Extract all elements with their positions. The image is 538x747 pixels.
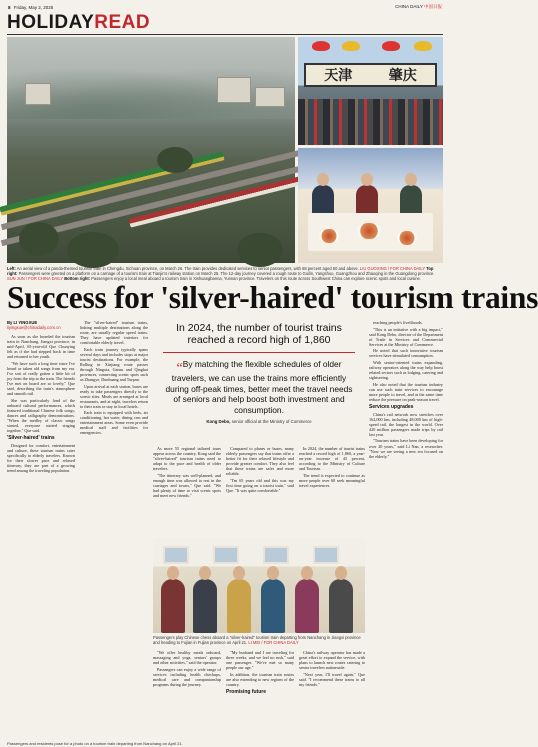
sign-left-text: 天津 (324, 68, 353, 84)
aerial-train-photo (7, 37, 295, 263)
paragraph: Passengers can enjoy a wide range of services including health checkups, medical care and companionship programs during the journey. (153, 666, 221, 687)
masthead-right (225, 4, 442, 10)
paragraph: Each train is equipped with beds, air conditioning, hot water, dining cars and entertainment areas. Some even provide medical staff and facilities for emergencies. (80, 410, 148, 436)
paragraph: Designed for comfort, entertainment and culture, these tourism trains cater specifically to elderly travelers. Known for their slower pace and relaxed itinerary, they are part of a growing trend among the traveling population. (7, 443, 75, 474)
paragraph: China's railway operator has made a great effort to expand the service, with plans to launch new routes catering to senior travelers nationwide. (299, 650, 365, 671)
byline (7, 320, 75, 330)
masthead-bar (8, 3, 442, 11)
caption-left-text: An aerial view of a panda-themed tourism train in Chengdu, Sichuan province, on March 26. The train provides dedicated services to senior passengers, with 68 percent aged 60 and above. (16, 266, 359, 271)
article-column (226, 650, 294, 697)
platform-photo (298, 37, 443, 145)
person-shape (193, 579, 217, 633)
paragraph: He also noted that the tourism industry can use such train services to encourage more people to travel, and at the same time reduce the pressure on peak-season travel. (369, 381, 443, 402)
subheading: Services upgrades (369, 403, 414, 410)
article-column (153, 446, 221, 499)
section-rule (7, 34, 443, 35)
sign-right-text: 肇庆 (388, 68, 417, 84)
pull-stat: In 2024, the number of tourist trains reached a record high of 1,860 (176, 322, 342, 346)
paragraph: The "silver-haired" tourism trains, linking multiple destinations along the route, are usually regular speed trains. They have updated interiors for comfortable elderly travel. (80, 320, 148, 346)
tree-shape (157, 147, 193, 173)
crowd-shape (298, 99, 443, 145)
tree-shape (19, 222, 59, 256)
caption-bottom-label: Bottom right: (64, 276, 91, 281)
building-shape (255, 87, 285, 107)
inset-caption-credit: LI MEI / FOR CHINA DAILY (248, 640, 299, 645)
person-shape (227, 579, 251, 633)
tree-shape (237, 233, 283, 267)
pull-attribution-role: senior official at the Ministry of Commerce (231, 419, 312, 424)
section-title-accent: READ (94, 12, 151, 33)
pull-rule (163, 352, 355, 353)
article-body (7, 320, 443, 740)
subheading: 'Silver-haired' trains (7, 434, 55, 441)
pull-attribution (153, 417, 365, 424)
dish-shape (318, 229, 340, 243)
photo-spread (7, 37, 443, 263)
tree-shape (67, 232, 119, 268)
paragraph: In addition, the tourism train routes are also extending to new regions of the country. (226, 671, 294, 687)
pull-quote-box (153, 320, 365, 424)
bottom-caption: Passengers and residents pose for a photo on a tourism train departing from Nanchang on April 21. (7, 741, 183, 746)
inset-caption (153, 635, 365, 645)
meal-photo (298, 148, 443, 263)
article-column (369, 320, 443, 460)
section-title-main: HOLIDAY (7, 12, 95, 33)
issue-date: Friday, May 2, 2025 (13, 4, 54, 10)
byline-email: liyingxue@chinadaily.com.cn (7, 325, 61, 331)
paragraph: "Next year, I'll travel again," Que said. "I recommend these trains to all my friends." (299, 671, 365, 687)
byline-author: By LI YINGXUE (7, 320, 38, 325)
lantern-shape (312, 41, 330, 51)
train-window-shape (263, 546, 289, 564)
paragraph: China's rail network now stretches over 162,000 km, including 48,000 km of high-speed rail, the longest in the world. Over 420 million passengers made trips by rail last year. (369, 411, 443, 437)
train-window-shape (163, 546, 189, 564)
caption-top-text: Passengers were greeted on a platform on a carriage of a tourism train at Tianjin's railway station on March 25. The 12-day journey covered a rough route to Guilin, Yangshuo, Guangzhou and Zhaoqing in the Guangdong province. (18, 271, 435, 276)
article-column (80, 320, 148, 437)
inset-caption-text: Passengers play Chinese chess aboard a "silver-haired" tourism train departing from Nanchang in Jiangxi province and heading to Fujian in Fujian province on April 21. (153, 635, 361, 645)
paragraph: The trend is expected to continue as more people over 60 seek meaningful travel experiences. (299, 472, 365, 488)
person-shape (295, 579, 319, 633)
inset-photo (153, 538, 365, 633)
article-column (299, 650, 365, 688)
pull-attribution-name: Kong Debo, (206, 419, 231, 424)
dish-shape (356, 223, 382, 239)
pull-quote (153, 355, 365, 417)
train-window-shape (313, 546, 339, 564)
paragraph: "My husband and I are traveling for three weeks, and we feel no rush," said one passenger. "We've met so many people our age." (226, 650, 294, 671)
person-shape (329, 579, 353, 633)
paragraph: "We offer healthy meals onboard, massaging and yoga, seniors' groups and other activities," said the operator. (153, 650, 221, 666)
paragraph: She was particularly fond of the onboard cultural performances, which featured traditional Chinese folk songs, dances and calligraphy demonstrations. "When the medley of classic songs started, everyone started singing together," Que said. (7, 397, 75, 433)
caption-bottom-text: Passengers enjoy a local meal aboard a tourism train in Xishuangbanna, Yunnan province. Travelers on this route across Southwest China can explore scenic spots and local cuisine. (91, 276, 421, 281)
person-shape (261, 579, 285, 633)
paper-name-cn: 中国日报 (424, 4, 442, 9)
article-column (7, 320, 75, 475)
paragraph: "This is an initiative with a big impact," said Kong Debo, director of the Department of Trade in Services and Commercial Services at the Ministry of Commerce. (369, 326, 443, 347)
person-shape (161, 579, 185, 633)
caption-left-label: Left: (7, 266, 16, 271)
paragraph: Each train journey typically spans several days and includes stops at major tourist destinations. For example, the Rolling in Xinjiang route passes through Ningxia, Gansu and Qinghai provinces, connecting scenic spots such as Zhangye, Dunhuang and Turpan. (80, 346, 148, 383)
paragraph: With senior-oriented trains expanding, railway operators along the way help boost related sectors such as lodging, catering and sightseeing. (369, 359, 443, 380)
article-column (153, 650, 221, 688)
paragraph: Upon arrival at each station, buses are ready to take passengers directly to the scenic sites. Meals are arranged at local restaurants, and at night, travelers return to their train or stay in local hotels. (80, 383, 148, 409)
article-column (299, 446, 365, 489)
paragraph: "The itinerary was well-planned, and enough time was allowed to rest in the carriages and towns," Que said. "We had plenty of time to visit scenic spots and meet new friends." (153, 472, 221, 498)
photo-caption (7, 266, 443, 281)
lantern-shape (414, 41, 432, 51)
paragraph: As soon as she boarded the tourism train in Nanchang, Jiangxi province, in mid-April, 65-year-old Que Chunying felt as if she had stepped back in time and returned to her youth. (7, 334, 75, 360)
paragraph: Compared to planes or buses, many elderly passengers say that trains offer a better fit for their relaxed lifestyle and provide greater comfort. They also feel that these trains are safer and more reliable. (226, 446, 294, 477)
dish-shape (396, 231, 418, 245)
caption-left-credit: LIU GUOXING / FOR CHINA DAILY (359, 266, 426, 271)
building-shape (217, 77, 251, 103)
article-headline: Success for 'silver-haired' tourism trains (7, 280, 538, 315)
section-title (7, 12, 150, 34)
train-window-shape (213, 546, 239, 564)
article-column (226, 446, 294, 494)
caption-top-label: Top right: (7, 266, 434, 276)
page-number: 8 (8, 4, 11, 10)
caption-top-credit: SUN JUN / FOR CHINA DAILY (7, 276, 64, 281)
paragraph: In 2024, the number of tourist trains reached a record high of 1,860, a year-on-year increase of 43 percent, according to the Ministry of Culture and Tourism. (299, 446, 365, 472)
masthead-left (8, 5, 225, 10)
paragraph: As more 55 regional tailored tours appear across the country, Kong said the "silver-haired" tourism trains need to adapt to the pace and health of older travelers. (153, 446, 221, 472)
paragraph: He noted that such innovative tourism services have stimulated consumption. (369, 348, 443, 359)
building-shape (25, 83, 51, 105)
quote-mark-icon: “ (176, 361, 183, 376)
lantern-shape (342, 41, 360, 51)
paragraph: "We have such a long time since I've heard or taken old songs from my era. I've sort of really gotten a little bit of joy from the trip to the train. The friends I've met on board are so lovely," Que said, describing the train's atmosphere and smooth rail. (7, 360, 75, 397)
paragraph: reaching people's livelihoods. (373, 320, 423, 325)
paper-name: CHINA DAILY (395, 4, 423, 9)
subheading: Promising future (226, 688, 267, 695)
paragraph: "I'm 65 years old and this was my first time going on a tourist train," said Que. "It was quite comfortable." (226, 477, 294, 493)
lantern-shape (382, 41, 400, 51)
route-sign (304, 63, 437, 87)
paragraph: "Tourism trains have been developing for over 20 years," said Li Nan, a researcher. "Now we are seeing a new era focused on the elderly." (369, 438, 443, 459)
pull-quote-text: By matching the flexible schedules of older travelers, we can use the trains more efficiently during off-peak times, better meet the travel needs of seniors and help boost both investment and consumption. (165, 359, 353, 415)
